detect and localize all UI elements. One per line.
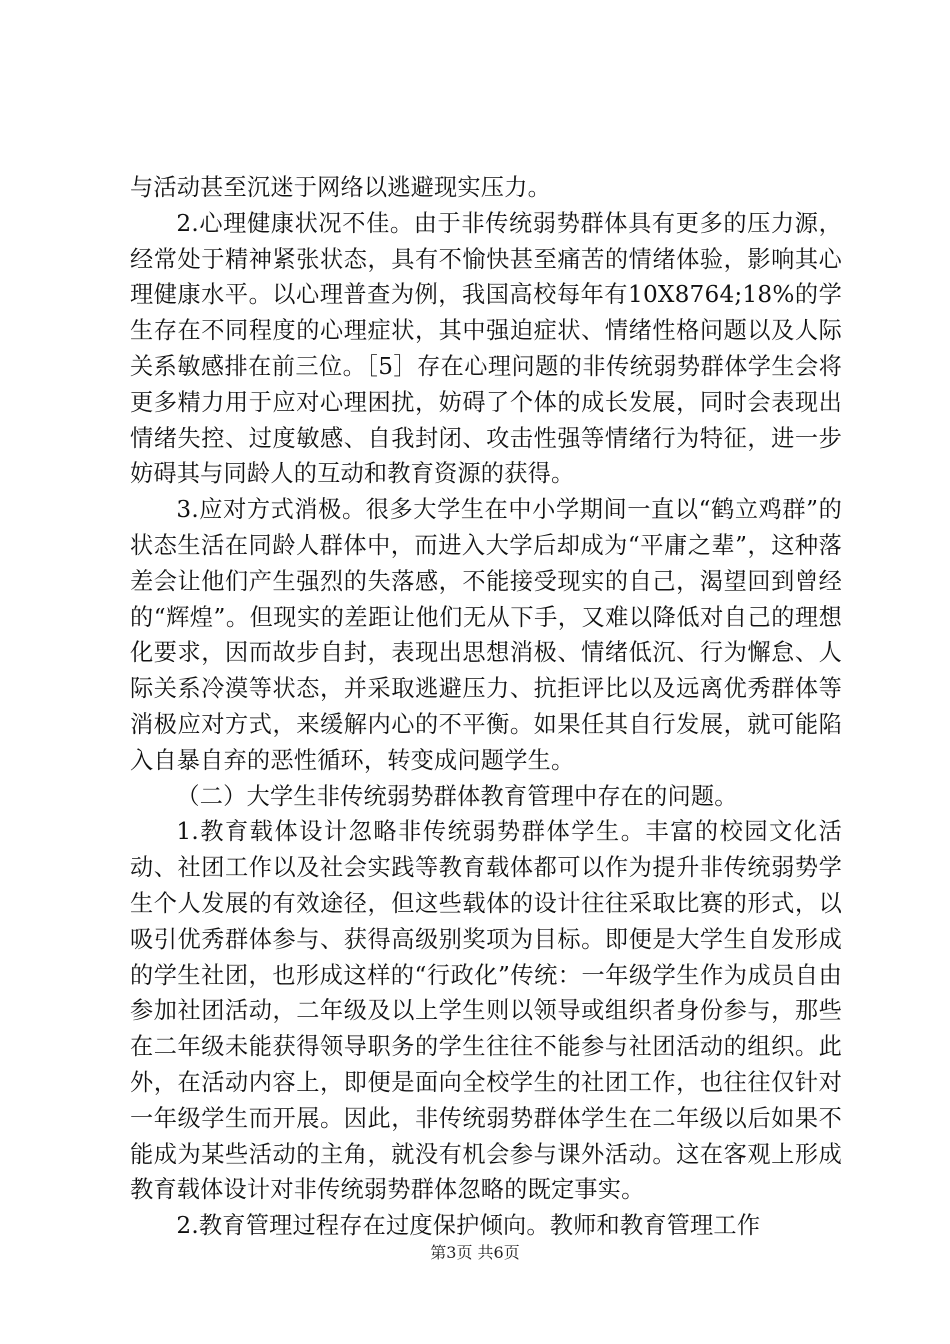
section-heading: （二）大学生非传统弱势群体教育管理中存在的问题。 bbox=[176, 782, 738, 810]
paragraph-4: 1.教育载体设计忽略非传统弱势群体学生。丰富的校园文化活动、社团工作以及社会实践等教育载体都可以作为提升非传统弱势学生个人发展的有效途径，但这些载体的设计往往采取比赛的形式，以吸引优秀群体参与、获得高级别奖项为目标。即便是大学生自发形成的学生社团，也形成这样的“行政化”传统：一年级学生作为成员自由参加社团活动，二年级及以上学生则以领导或组织者身份参与，那些在二年级未能获得领导职务的学生往往不能参与社团活动的组织。此外，在活动内容上，即便是面向全校学生的社团工作，也往往仅针对一年级学生而开展。因此，非传统弱势群体学生在二年级以后如果不能成为某些活动的主角，就没有机会参与课外活动。这在客观上形成教育载体设计对非传统弱势群体忽略的既定事实。 bbox=[130, 818, 842, 1204]
document-body bbox=[130, 170, 842, 1244]
paragraph-5: 2.教育管理过程存在过度保护倾向。教师和教育管理工作 bbox=[176, 1212, 761, 1240]
paragraph-2: 2.心理健康状况不佳。由于非传统弱势群体具有更多的压力源，经常处于精神紧张状态，具有不愉快甚至痛苦的情绪体验，影响其心理健康水平。以心理普查为例，我国高校每年有10X8764;18%的学生存在不同程度的心理症状，其中强迫症状、情绪性格问题以及人际关系敏感排在前三位。［5］存在心理问题的非传统弱势群体学生会将更多精力用于应对心理困扰，妨碍了个体的成长发展，同时会表现出情绪失控、过度敏感、自我封闭、攻击性强等情绪行为特征，进一步妨碍其与同龄人的互动和教育资源的获得。 bbox=[130, 209, 842, 488]
paragraph-3: 3.应对方式消极。很多大学生在中小学期间一直以“鹤立鸡群”的状态生活在同龄人群体中，而进入大学后却成为“平庸之辈”，这种落差会让他们产生强烈的失落感，不能接受现实的自己，渴望回到曾经的“辉煌”。但现实的差距让他们无从下手，又难以降低对自己的理想化要求，因而故步自封，表现出思想消极、情绪低沉、行为懈怠、人际关系冷漠等状态，并采取逃避压力、抗拒评比以及远离优秀群体等消极应对方式，来缓解内心的不平衡。如果任其自行发展，就可能陷入自暴自弃的恶性循环，转变成问题学生。 bbox=[130, 496, 842, 774]
page-number-footer: 第3页 共6页 bbox=[430, 1243, 520, 1262]
paragraph-1: 与活动甚至沉迷于网络以逃避现实压力。 bbox=[130, 174, 551, 201]
